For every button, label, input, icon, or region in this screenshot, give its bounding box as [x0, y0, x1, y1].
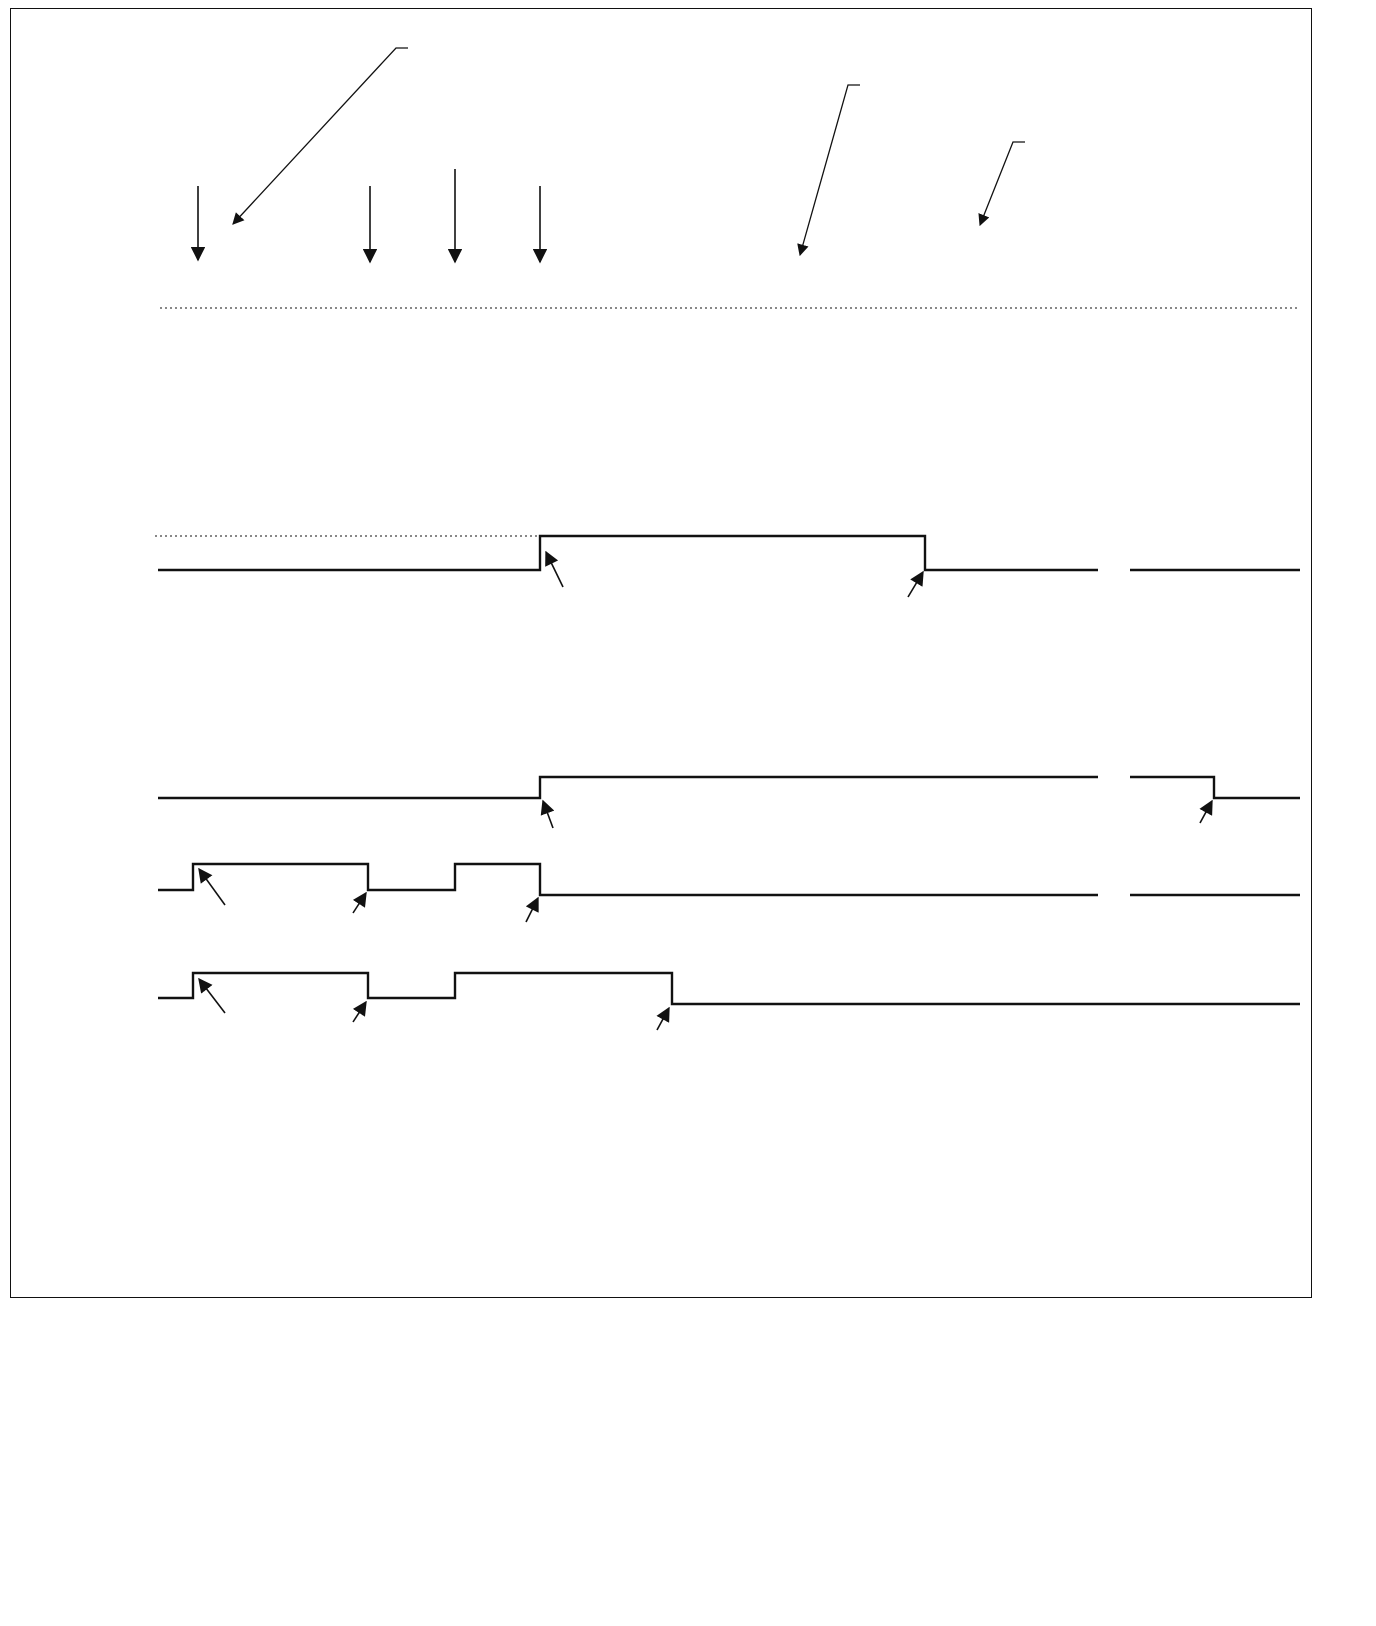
callout-bc-leader	[233, 48, 408, 224]
tdtc-trace	[158, 973, 1300, 1004]
callout-b-not-c-leader	[980, 142, 1025, 225]
callout-c-not-b-leader	[800, 85, 860, 255]
dtc-trace	[158, 777, 1300, 798]
mil-trace	[158, 536, 1300, 570]
footnotes	[22, 1340, 1352, 1620]
ff-trace	[158, 864, 1300, 895]
